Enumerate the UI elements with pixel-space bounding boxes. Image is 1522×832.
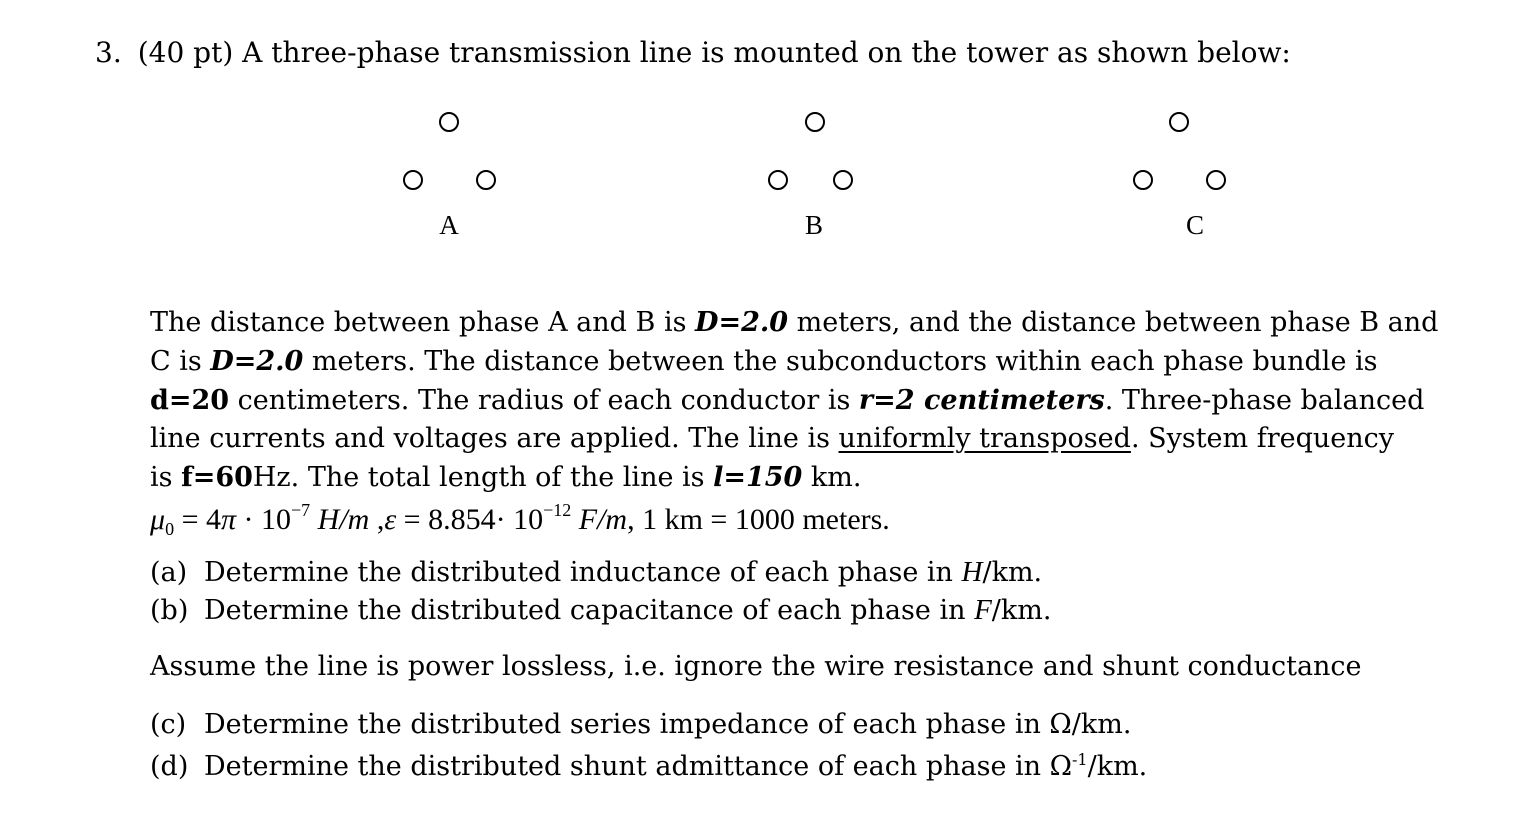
phase-b-top-conductor-icon xyxy=(805,112,825,132)
description-line-5: is f=60Hz. The total length of the line is l=150 km. xyxy=(150,462,862,494)
phase-c-top-conductor-icon xyxy=(1169,112,1189,132)
phase-a-label: A xyxy=(439,210,459,240)
part-a: (a) Determine the distributed inductance of each phase in H/km. xyxy=(150,556,1043,588)
question-heading-text: (40 pt) A three-phase transmission line is mounted on the tower as shown below: xyxy=(137,36,1291,69)
phase-a-top-conductor-icon xyxy=(439,112,459,132)
part-b: (b) Determine the distributed capacitance of each phase in F/km. xyxy=(150,594,1052,626)
phase-a-right-conductor-icon xyxy=(476,170,496,190)
description-line-4: line currents and voltages are applied. The line is uniformly transposed. System frequency xyxy=(150,423,1395,455)
part-d: (d) Determine the distributed shunt admittance of each phase in $\Omega^{-1}/km$. xyxy=(150,750,1148,782)
phase-b-label: B xyxy=(804,210,824,240)
description-line-1: The distance between phase A and B is D=2.0 meters, and the distance between phase B and xyxy=(150,307,1439,338)
phase-c-label: C xyxy=(1185,210,1205,240)
phase-b-right-conductor-icon xyxy=(833,170,853,190)
phase-a-left-conductor-icon xyxy=(403,170,423,190)
part-c: (c) Determine the distributed series impedance of each phase in Ω/km. xyxy=(150,709,1132,740)
question-heading xyxy=(95,36,1291,69)
question-number: 3. xyxy=(95,36,122,69)
description-line-3: d=20 centimeters. The radius of each conductor is r=2 centimeters. Three-phase balanced xyxy=(150,384,1425,416)
phase-c-right-conductor-icon xyxy=(1206,170,1226,190)
description-line-2: C is D=2.0 meters. The distance between the subconductors within each phase bundle is xyxy=(150,345,1378,377)
assumption-text: Assume the line is power lossless, i.e. ignore the wire resistance and shunt conductance xyxy=(150,651,1362,682)
constants-formula: $\mu_0 = 4\pi \cdot 10^{-7}$ H/m $,\varepsilon = 8.854\cdot 10^{-12}$ F/m, 1 km = 1000 meters. xyxy=(150,500,890,539)
phase-c-left-conductor-icon xyxy=(1133,170,1153,190)
problem-description xyxy=(150,304,1460,498)
phase-b-left-conductor-icon xyxy=(768,170,788,190)
